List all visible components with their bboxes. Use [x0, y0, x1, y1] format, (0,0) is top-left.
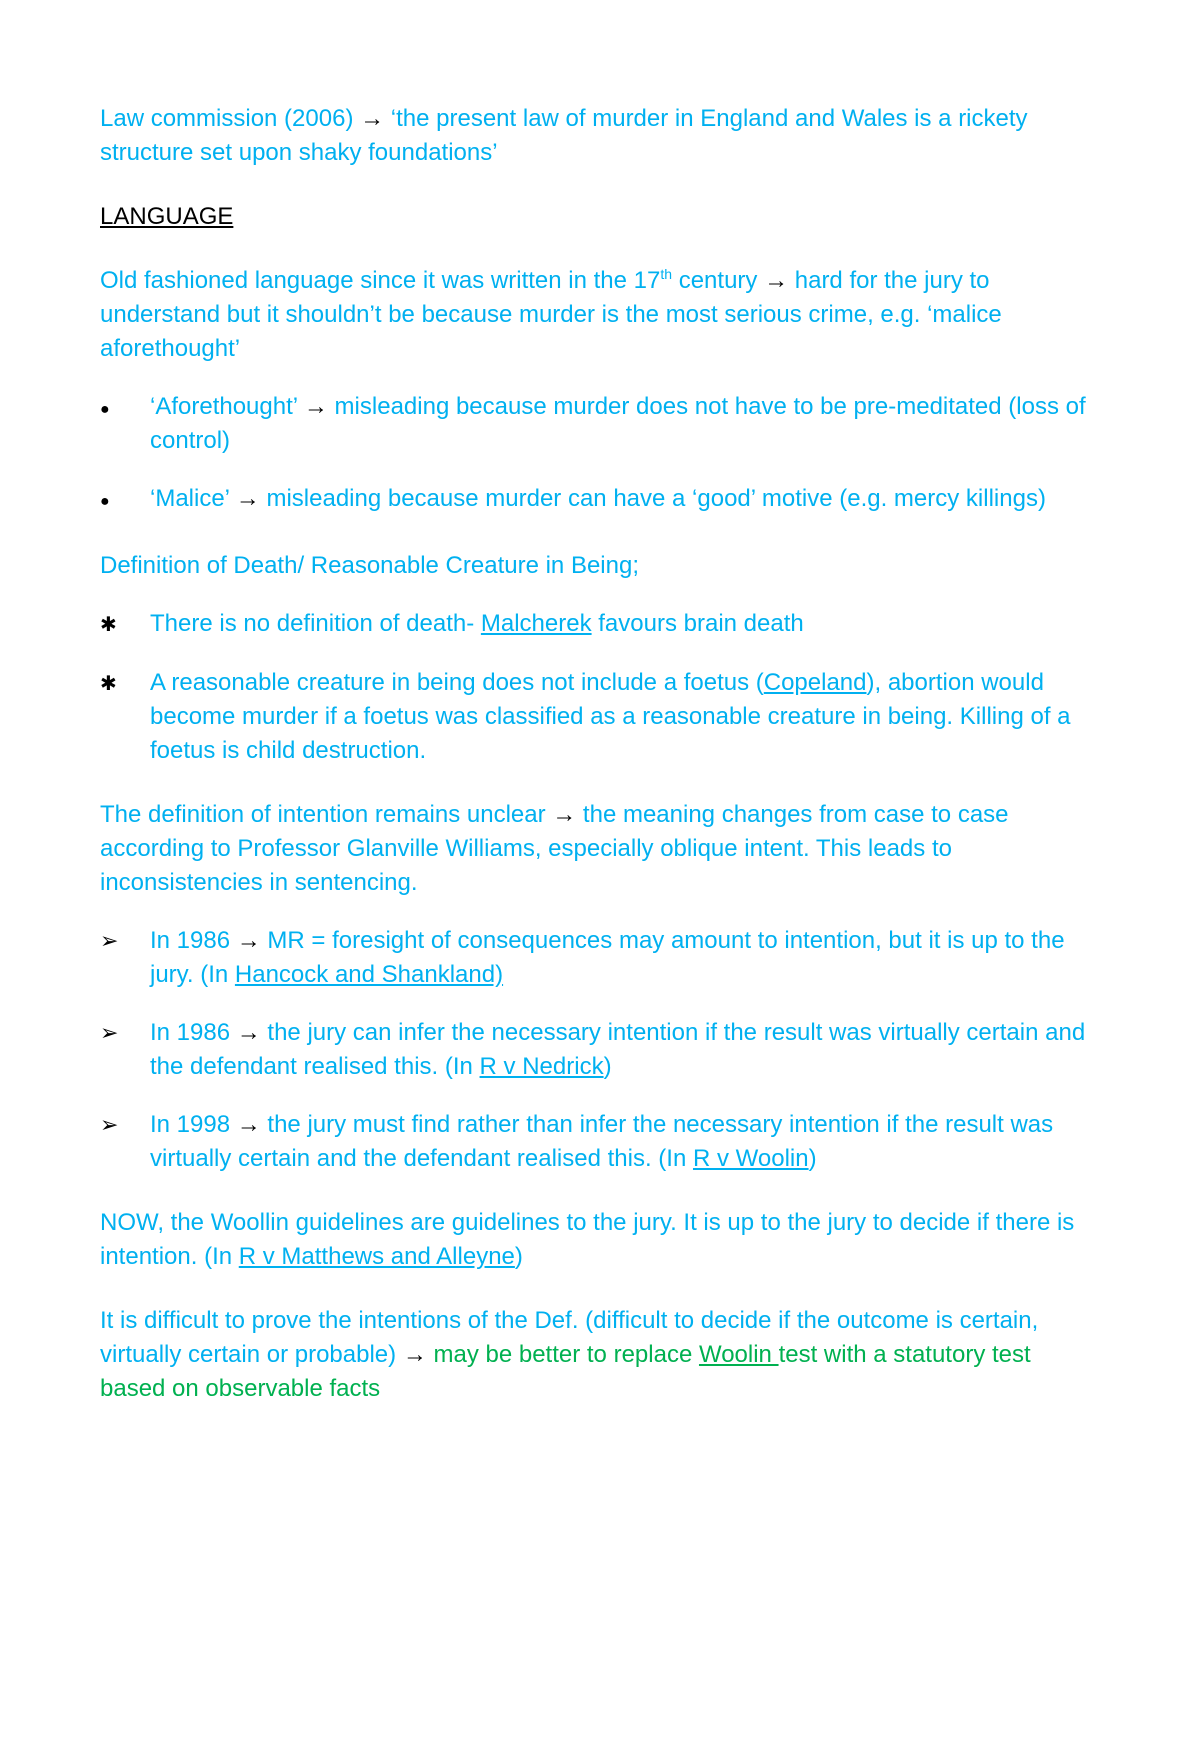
list-item	[100, 666, 1100, 768]
case-name: R v Woolin	[692, 1145, 809, 1172]
asterisk-bullet-icon	[100, 607, 150, 642]
list-item-text: In 1986 → the jury can infer the necessary intention if the result was virtually certain and the defendant realised this. (In R v Nedrick)	[150, 1019, 1086, 1080]
list-item-text: ‘Malice’ → misleading because murder can have a ‘good’ motive (e.g. mercy killings)	[150, 485, 1046, 512]
language-paragraph	[100, 264, 1100, 366]
arrowhead-bullet-icon	[100, 1108, 150, 1176]
language-text: hard for the jury to understand but it shouldn’t be because murder is the most serious crime, e.g. ‘malice aforethought’	[100, 267, 1002, 362]
case-name: Copeland	[763, 669, 867, 696]
right-arrow-icon: →	[236, 1019, 261, 1046]
now-paragraph: NOW, the Woollin guidelines are guidelines to the jury. It is up to the jury to decide if there is intention. (In R v Matthews and Alleyne)	[100, 1209, 1075, 1270]
list-item	[100, 607, 1100, 642]
case-name: Hancock and Shankland)	[234, 961, 504, 988]
list-item-text: In 1986 → MR = foresight of consequences may amount to intention, but it is up to the jury. (In Hancock and Shankland)	[150, 927, 1065, 988]
case-name: R v Nedrick	[479, 1053, 604, 1080]
intention-paragraph: The definition of intention remains unclear → the meaning changes from case to case according to Professor Glanville Williams, especially oblique intent. This leads to inconsistencies in sentencing.	[100, 801, 1009, 896]
list-item	[100, 924, 1100, 992]
right-arrow-icon: →	[236, 927, 261, 954]
case-name: Malcherek	[480, 610, 592, 637]
bullet-icon	[100, 482, 150, 519]
intro-paragraph	[100, 102, 1100, 170]
superscript: th	[660, 266, 673, 282]
right-arrow-icon: →	[360, 105, 385, 132]
right-arrow-icon: →	[552, 801, 577, 828]
language-text: Old fashioned language since it was written in the 17	[100, 267, 661, 294]
bullet-icon	[100, 390, 150, 458]
list-item	[100, 1016, 1100, 1084]
list-item-text: A reasonable creature in being does not include a foetus (Copeland), abortion would become murder if a foetus was classified as a reasonable creature in being. Killing of a foetus is child destruction.	[150, 669, 1071, 764]
right-arrow-icon: →	[235, 485, 260, 512]
right-arrow-icon: →	[764, 267, 789, 294]
final-paragraph: It is difficult to prove the intentions of the Def. (difficult to decide if the outcome is certain, virtually certain or probable) → may be better to replace Woolin test with a statutory test based on observable facts	[100, 1307, 1039, 1402]
right-arrow-icon: →	[303, 393, 328, 420]
intro-quote: ‘the present law of murder in England and Wales is a rickety structure set upon shaky foundations’	[100, 105, 1028, 166]
list-item	[100, 390, 1100, 458]
list-item-text: ‘Aforethought’ → misleading because murder does not have to be pre-meditated (loss of control)	[150, 393, 1086, 454]
list-item	[100, 1108, 1100, 1176]
case-name: R v Matthews and Alleyne	[238, 1243, 515, 1270]
arrowhead-bullet-icon	[100, 1016, 150, 1084]
case-name: Woolin	[698, 1341, 779, 1368]
language-text: century	[672, 267, 765, 294]
death-heading: Definition of Death/ Reasonable Creature in Being;	[100, 552, 639, 579]
list-item	[100, 482, 1100, 519]
right-arrow-icon: →	[236, 1111, 261, 1138]
right-arrow-icon: →	[402, 1341, 427, 1368]
intro-lead: Law commission (2006)	[100, 105, 361, 132]
list-item-text: There is no definition of death- Malcherek favours brain death	[150, 610, 804, 637]
language-heading: LANGUAGE	[100, 203, 234, 230]
asterisk-bullet-icon	[100, 666, 150, 768]
list-item-text: In 1998 → the jury must find rather than infer the necessary intention if the result was virtually certain and the defendant realised this. (In R v Woolin)	[150, 1111, 1054, 1172]
arrowhead-bullet-icon	[100, 924, 150, 992]
